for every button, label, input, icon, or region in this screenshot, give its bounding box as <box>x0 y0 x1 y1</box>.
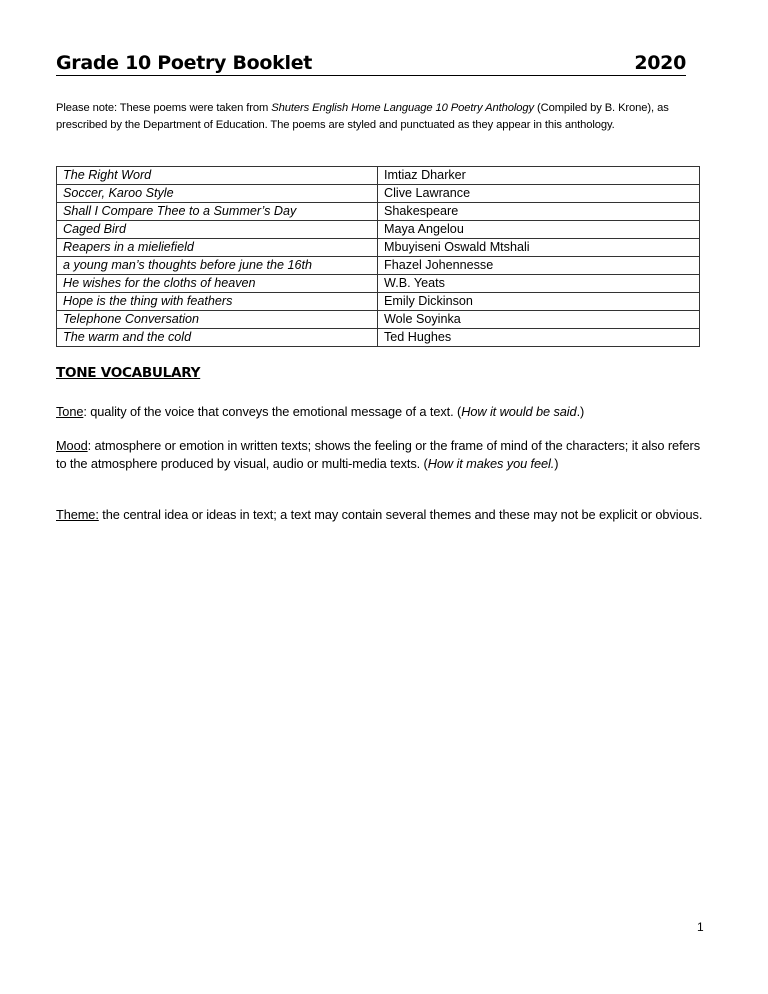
theme-term: Theme: <box>56 507 99 522</box>
note-suffix: (Compiled by B. Krone), as prescribed by the Department of Education. The poems are styled and punctuated as they appear in this anthology. <box>56 102 669 131</box>
tone-vocabulary-heading: TONE VOCABULARY <box>56 365 201 381</box>
tone-term: Tone <box>56 404 84 419</box>
poem-author: Wole Soyinka <box>378 311 700 329</box>
booklet-year: 2020 <box>634 52 686 74</box>
mood-term: Mood <box>56 438 88 453</box>
poem-title: Hope is the thing with feathers <box>57 293 378 311</box>
poem-author: Mbuyiseni Oswald Mtshali <box>378 239 700 257</box>
table-row <box>57 239 700 257</box>
poem-author: Ted Hughes <box>378 329 700 347</box>
poem-author: W.B. Yeats <box>378 275 700 293</box>
table-row <box>57 203 700 221</box>
anthology-note <box>56 100 706 133</box>
poem-title: a young man’s thoughts before june the 16th <box>57 257 378 275</box>
poem-title: Soccer, Karoo Style <box>57 185 378 203</box>
page-title <box>56 51 686 76</box>
poem-list-table <box>56 166 700 347</box>
note-source-title: Shuters English Home Language 10 Poetry Anthology <box>271 102 534 114</box>
poem-title: The warm and the cold <box>57 329 378 347</box>
table-row <box>57 293 700 311</box>
poem-title: Shall I Compare Thee to a Summer’s Day <box>57 203 378 221</box>
page-number: 1 <box>697 920 704 934</box>
booklet-title: Grade 10 Poetry Booklet <box>56 52 313 74</box>
poem-author: Fhazel Johennesse <box>378 257 700 275</box>
table-row <box>57 221 700 239</box>
table-row <box>57 257 700 275</box>
poem-title: Caged Bird <box>57 221 378 239</box>
poem-author: Clive Lawrance <box>378 185 700 203</box>
table-row <box>57 275 700 293</box>
poem-title: Reapers in a mieliefield <box>57 239 378 257</box>
poem-title: Telephone Conversation <box>57 311 378 329</box>
poem-title: The Right Word <box>57 167 378 185</box>
poem-author: Shakespeare <box>378 203 700 221</box>
poem-author: Maya Angelou <box>378 221 700 239</box>
table-row <box>57 311 700 329</box>
table-row <box>57 167 700 185</box>
mood-definition: Mood: atmosphere or emotion in written texts; shows the feeling or the frame of mind of the characters; it also refers to the atmosphere produced by visual, audio or multi-media texts. (How it makes you feel.) <box>56 438 701 471</box>
table-row <box>57 329 700 347</box>
poem-author: Imtiaz Dharker <box>378 167 700 185</box>
note-prefix: Please note: These poems were taken from <box>56 102 272 114</box>
tone-definition: Tone: quality of the voice that conveys the emotional message of a text. (How it would be said.) <box>56 404 585 419</box>
theme-definition: Theme: the central idea or ideas in text; a text may contain several themes and these may not be explicit or obvious. <box>56 507 703 522</box>
poem-author: Emily Dickinson <box>378 293 700 311</box>
table-row <box>57 185 700 203</box>
poem-title: He wishes for the cloths of heaven <box>57 275 378 293</box>
